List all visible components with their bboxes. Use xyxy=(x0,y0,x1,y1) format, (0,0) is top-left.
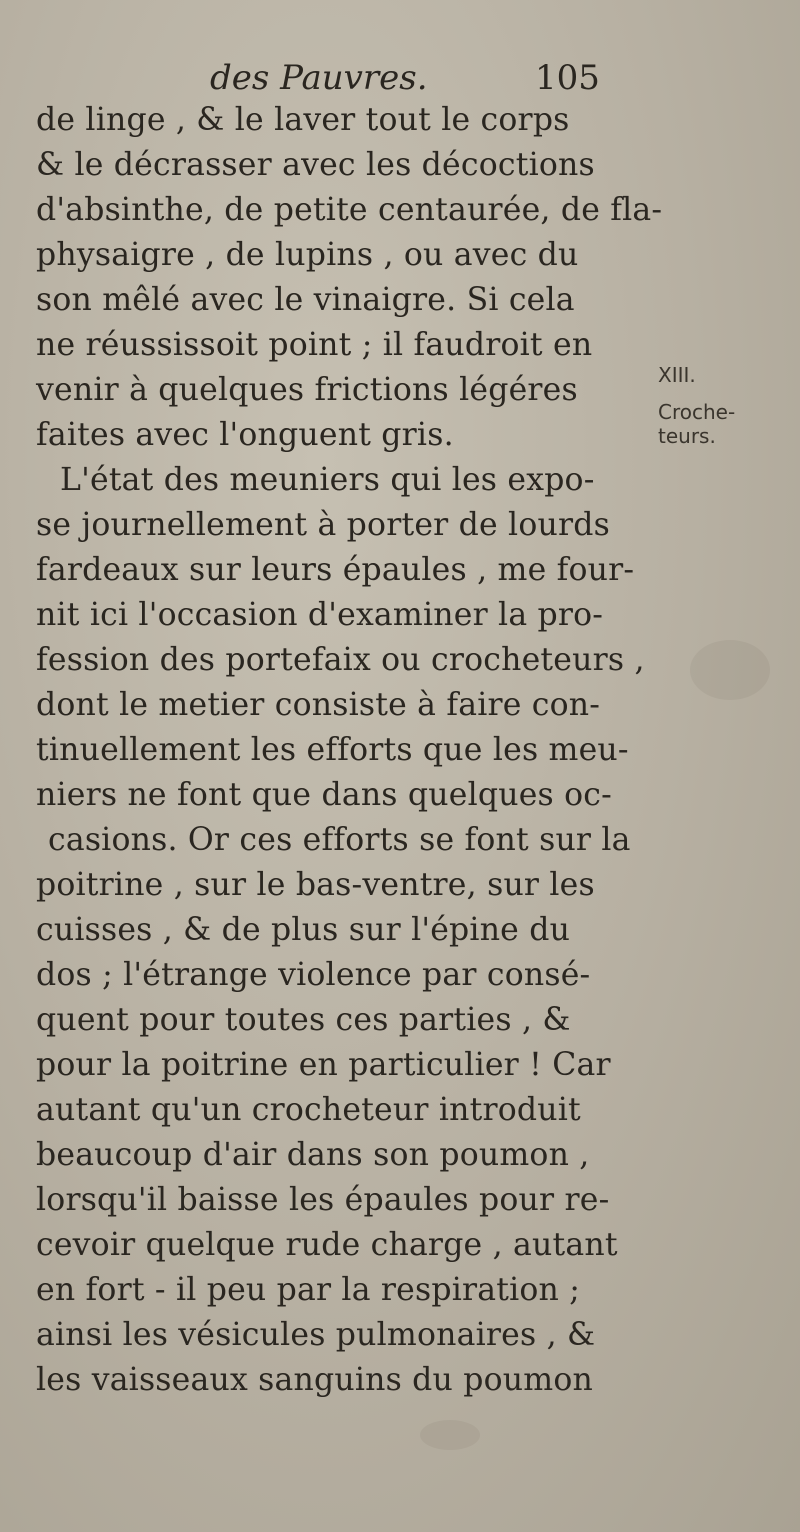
margin-note-number: XIII. xyxy=(658,363,696,387)
text-line: ne réussissoit point ; il faudroit en xyxy=(36,327,593,363)
text-line: pour la poitrine en particulier ! Car xyxy=(36,1047,611,1083)
text-line: fardeaux sur leurs épaules , me four- xyxy=(36,552,635,588)
text-line: niers ne font que dans quelques oc- xyxy=(36,777,612,813)
text-line: ainsi les vésicules pulmonaires , & xyxy=(36,1317,596,1353)
text-line: L'état des meuniers qui les expo- xyxy=(60,462,595,498)
text-line: d'absinthe, de petite centaurée, de fla- xyxy=(36,192,663,228)
page-number: 105 xyxy=(535,58,600,98)
text-line: tinuellement les efforts que les meu- xyxy=(36,732,629,768)
text-line: dont le metier consiste à faire con- xyxy=(36,687,601,723)
text-line: son mêlé avec le vinaigre. Si cela xyxy=(36,282,575,318)
text-line: les vaisseaux sanguins du poumon xyxy=(36,1362,593,1398)
text-line: lorsqu'il baisse les épaules pour re- xyxy=(36,1182,610,1218)
text-line: & le décrasser avec les décoctions xyxy=(36,147,595,183)
text-line: physaigre , de lupins , ou avec du xyxy=(36,237,579,273)
paper-stain xyxy=(420,1420,480,1450)
text-line: dos ; l'étrange violence par consé- xyxy=(36,957,591,993)
text-line: de linge , & le laver tout le corps xyxy=(36,102,570,138)
text-line: quent pour toutes ces parties , & xyxy=(36,1002,571,1038)
margin-note-line2: teurs. xyxy=(658,424,716,448)
running-title: des Pauvres. xyxy=(210,58,428,98)
text-line: beaucoup d'air dans son poumon , xyxy=(36,1137,590,1173)
paper-stain xyxy=(690,640,770,700)
text-line: cevoir quelque rude charge , autant xyxy=(36,1227,618,1263)
margin-note-line1: Croche- xyxy=(658,400,736,424)
text-line: casions. Or ces efforts se font sur la xyxy=(48,822,631,858)
text-line: venir à quelques frictions légéres xyxy=(36,372,578,408)
text-line: fession des portefaix ou crocheteurs , xyxy=(36,642,645,678)
text-line: poitrine , sur le bas-ventre, sur les xyxy=(36,867,595,903)
text-line: nit ici l'occasion d'examiner la pro- xyxy=(36,597,604,633)
text-line: en fort - il peu par la respiration ; xyxy=(36,1272,581,1308)
text-line: autant qu'un crocheteur introduit xyxy=(36,1092,581,1128)
text-line: cuisses , & de plus sur l'épine du xyxy=(36,912,571,948)
text-line: faites avec l'onguent gris. xyxy=(36,417,454,453)
text-line: se journellement à porter de lourds xyxy=(36,507,610,543)
